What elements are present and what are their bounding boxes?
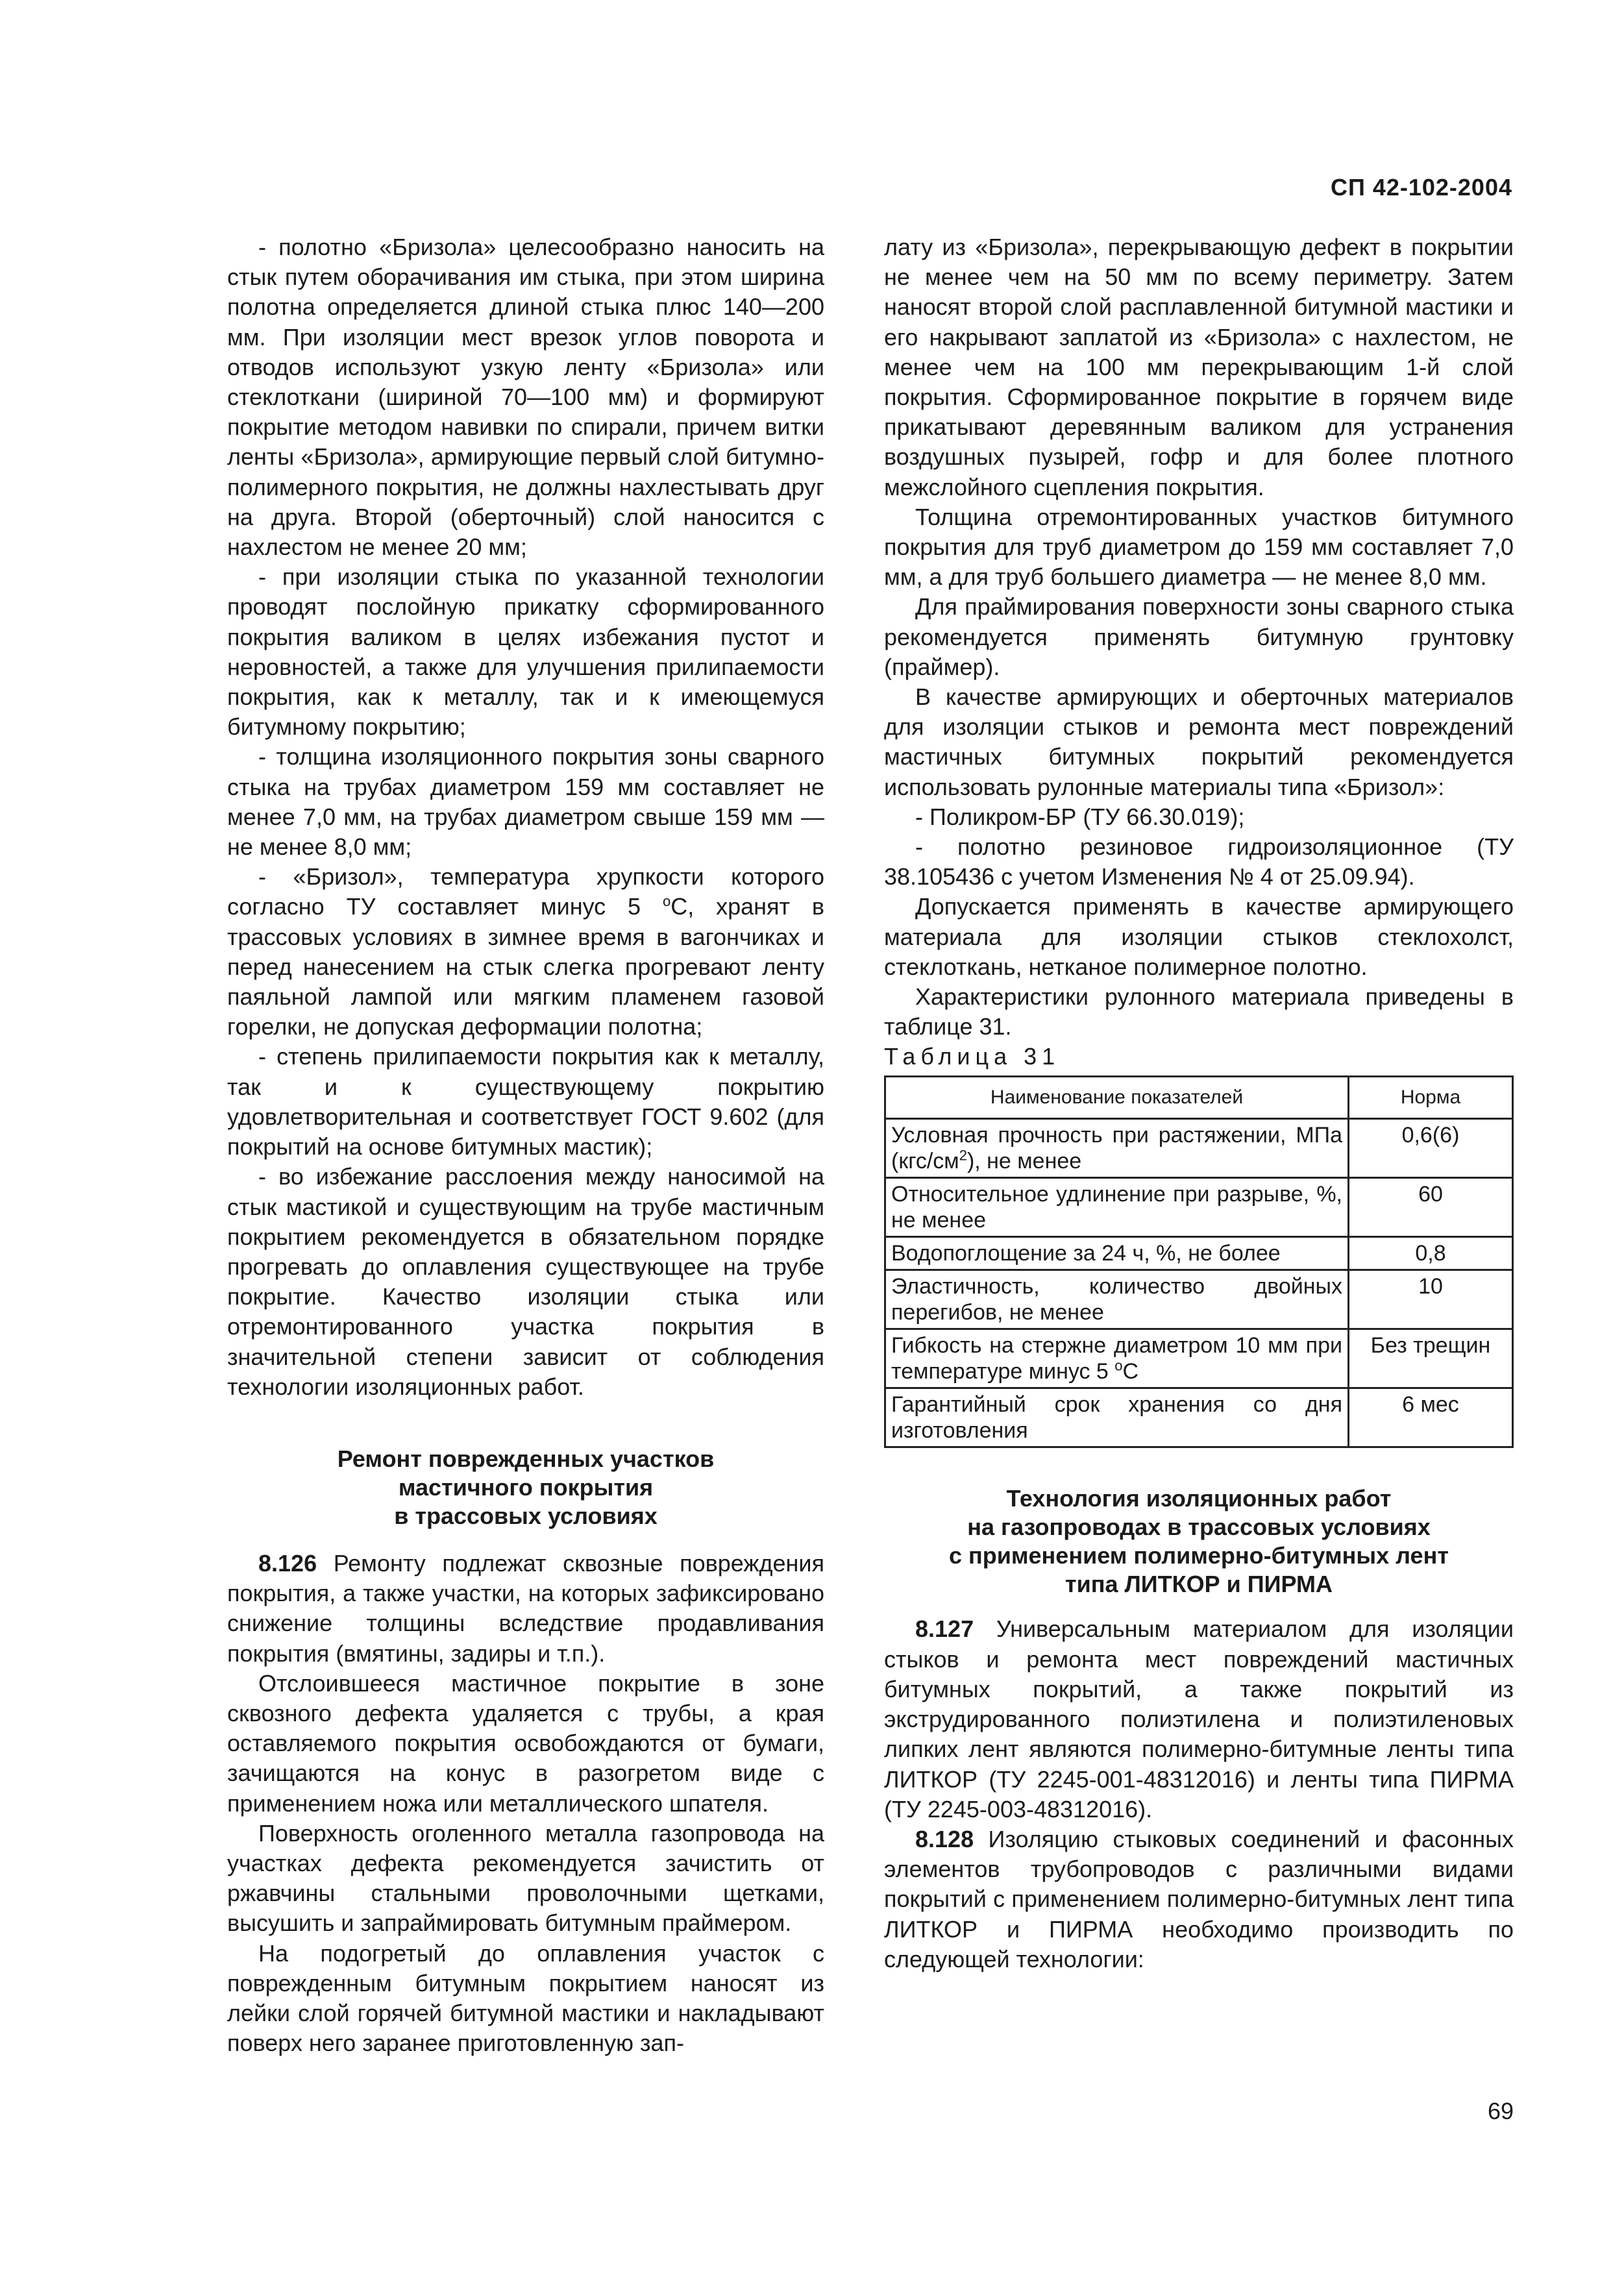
table-cell-name [885,1119,1349,1178]
paragraph: - степень прилипаемости покрытия как к металлу, так и к существующему покрытию удовлетворительная и соответствует ГОСТ 9.602 (для покрытий на основе битумных мастик); [227,1043,824,1160]
table-row [885,1237,1513,1270]
list-item: - Поликром-БР (ТУ 66.30.019); [915,803,1245,830]
section-heading-line: с применением полимерно-битумных лент [949,1542,1449,1569]
table-row [885,1178,1513,1237]
paragraph: - полотно «Бризола» целесообразно наносить на стык путем оборачивания им стыка, при этом ширина полотна определяется длиной стыка плюс 140—200 мм. При изоляции мест врезок углов поворота и отводов используют узкую ленту «Бризола» или стеклоткани (шириной 70—100 мм) и формируют покрытие методом навивки по спирали, причем витки ленты «Бризола», армирующие первый слой битумно-полимерного покрытия, не должны нахлестывать друг на друга. Второй (оберточный) слой наносится с нахлестом не менее 20 мм; [227,234,824,561]
table-cell-name [885,1329,1349,1388]
section-heading-line: в трассовых условиях [394,1502,658,1529]
table-row [885,1388,1513,1447]
paragraph: Отслоившееся мастичное покрытие в зоне сквозного дефекта удаляется с трубы, а края оставляемого покрытия освобождаются от бумаги, зачищаются на конус в разогретом виде с применением ножа или металлического шпателя. [227,1669,824,1817]
paragraph [227,1549,824,1669]
section-heading-line: на газопроводах в трассовых условиях [967,1514,1431,1541]
text-fragment: Изоляцию стыковых соединений и фасонных элементов трубопроводов с различными видами покрытий с применением полимерно-битумных лент типа ЛИТКОР и ПИРМА необходимо производить по следующей технологии: [884,1825,1514,1972]
text-fragment: Универсальным материалом для изоляции стыков и ремонта мест повреждений мастичных битумных покрытий, а также покрытий из экструдированного полиэтилена и полиэтиленовых липких лент являются полимерно-битумные ленты типа ЛИТКОР (ТУ 2245-001-48312016) и ленты типа ПИРМА (ТУ 2245-003-48312016). [884,1615,1514,1823]
superscript: 2 [959,1148,967,1164]
section-heading-line: типа ЛИТКОР и ПИРМА [1064,1571,1333,1598]
table-row [885,1329,1513,1388]
paragraph: На подогретый до оплавления участок с поврежденным битумным покрытием наносят из лейки слой горячей битумной мастики и накладывают поверх него заранее приготовленную зап- [227,1939,824,2057]
paragraph: Поверхность оголенного металла газопровода на участках дефекта рекомендуется зачистить от ржавчины стальными проволочными щетками, высушить и запраймировать битумным праймером. [227,1819,824,1937]
paragraph: - во избежание расслоения между наносимой на стык мастикой и существующим на трубе мастичным покрытием рекомендуется в обязательном порядке прогревать до оплавления существующее на трубе покрытие. Качество изоляции стыка или отремонтированного участка покрытия в значительной степени зависит от соблюдения технологии изоляционных работ. [227,1163,824,1400]
paragraph: Для праймирования поверхности зоны сварного стыка рекомендуется применять битумную грунтовку (праймер). [884,593,1514,680]
paragraph: Толщина отремонтированных участков битумного покрытия для труб диаметром до 159 мм составляет 7,0 мм, а для труб большего диаметра — не менее 8,0 мм. [884,503,1514,591]
clause-number: 8.127 [915,1615,974,1643]
list-item: - полотно резиновое гидроизоляционное (ТУ 38.105436 с учетом Изменения № 4 от 25.09.94). [884,833,1514,890]
degree-mark: о [1114,1358,1123,1375]
table-cell-name: Относительное удлинение при разрыве, %, не менее [885,1178,1349,1237]
table-cell-name: Водопоглощение за 24 ч, %, не более [885,1237,1349,1270]
degree-mark: о [662,893,671,910]
section-heading-line: Ремонт поврежденных участков [337,1445,715,1472]
paragraph: Характеристики рулонного материала приведены в таблице 31. [884,983,1514,1040]
table-cell-value: 60 [1349,1178,1513,1237]
table-cell-value: 0,8 [1349,1237,1513,1270]
right-column [884,232,1514,1974]
paragraph [884,1824,1514,1974]
paragraph: - толщина изоляционного покрытия зоны сварного стыка на трубах диаметром 159 мм составляет не менее 7,0 мм, на трубах диаметром свыше 159 мм — не менее 8,0 мм; [227,743,824,861]
paragraph: В качестве армирующих и оберточных материалов для изоляции стыков и ремонта мест повреждений мастичных битумных покрытий рекомендуется использовать рулонные материалы типа «Бризол»: [884,683,1514,800]
table-cell-name: Гарантийный срок хранения со дня изготовления [885,1388,1349,1447]
section-heading-line: Технология изоляционных работ [1006,1485,1392,1512]
column-header: Норма [1349,1077,1513,1119]
table-row [885,1119,1513,1178]
paragraph [227,862,824,1042]
table-caption: Таблица 31 [884,1043,1061,1070]
page-number: 69 [1487,2098,1514,2124]
table-cell-value: 10 [1349,1270,1513,1329]
text-fragment: С, хранят в трассовых условиях в зимнее время в вагончиках и перед нанесением на стык слегка прогревают ленту паяльной лампой или мягким пламенем газовой горелки, не допуская деформации полотна; [227,893,824,1040]
paragraph: лату из «Бризола», перекрывающую дефект в покрытии не менее чем на 50 мм по всему периметру. Затем наносят второй слой расплавленной битумной мастики и его накрывают заплатой из «Бризола» с нахлестом, не менее чем на 100 мм перекрывающим 1-й слой покрытия. Сформированное покрытие в горячем виде прикатывают деревянным валиком для устранения воздушных пузырей, гофр и для более плотного межслойного сцепления покрытия. [884,234,1514,500]
document-code: СП 42-102-2004 [1330,174,1512,201]
properties-table [884,1075,1514,1448]
text-fragment: - «Бризол», температура хрупкости которого согласно ТУ составляет минус 5 [227,863,824,920]
text-fragment: С [1122,1359,1139,1384]
table-cell-value: Без трещин [1349,1329,1513,1388]
table-cell-value: 6 мес [1349,1388,1513,1447]
text-fragment: Условная прочность при растяжении, МПа (кгс/см [891,1123,1342,1174]
table-cell-value: 0,6(6) [1349,1119,1513,1178]
paragraph [884,1614,1514,1824]
clause-number: 8.128 [915,1825,974,1852]
table-header-row [885,1077,1513,1119]
text-fragment: Ремонту подлежат сквозные повреждения покрытия, а также участки, на которых зафиксировано снижение толщины вследствие продавливания покрытия (вмятины, задиры и т.п.). [227,1549,824,1667]
text-fragment: Гибкость на стержне диаметром 10 мм при температуре минус 5 [891,1333,1342,1384]
section-heading-line: мастичного покрытия [398,1473,654,1501]
paragraph: - при изоляции стыка по указанной технологии проводят послойную прикатку сформированного покрытия валиком в целях избежания пустот и неровностей, а также для улучшения прилипаемости покрытия, как к металлу, так и к имеющемуся битумному покрытию; [227,563,824,741]
left-column [227,232,824,2058]
paragraph: Допускается применять в качестве армирующего материала для изоляции стыков стеклохолст, стеклоткань, нетканое полимерное полотно. [884,893,1514,980]
text-fragment: ), не менее [966,1149,1082,1174]
column-header: Наименование показателей [885,1077,1349,1119]
table-cell-name: Эластичность, количество двойных перегибов, не менее [885,1270,1349,1329]
table-row [885,1270,1513,1329]
clause-number: 8.126 [258,1549,317,1577]
